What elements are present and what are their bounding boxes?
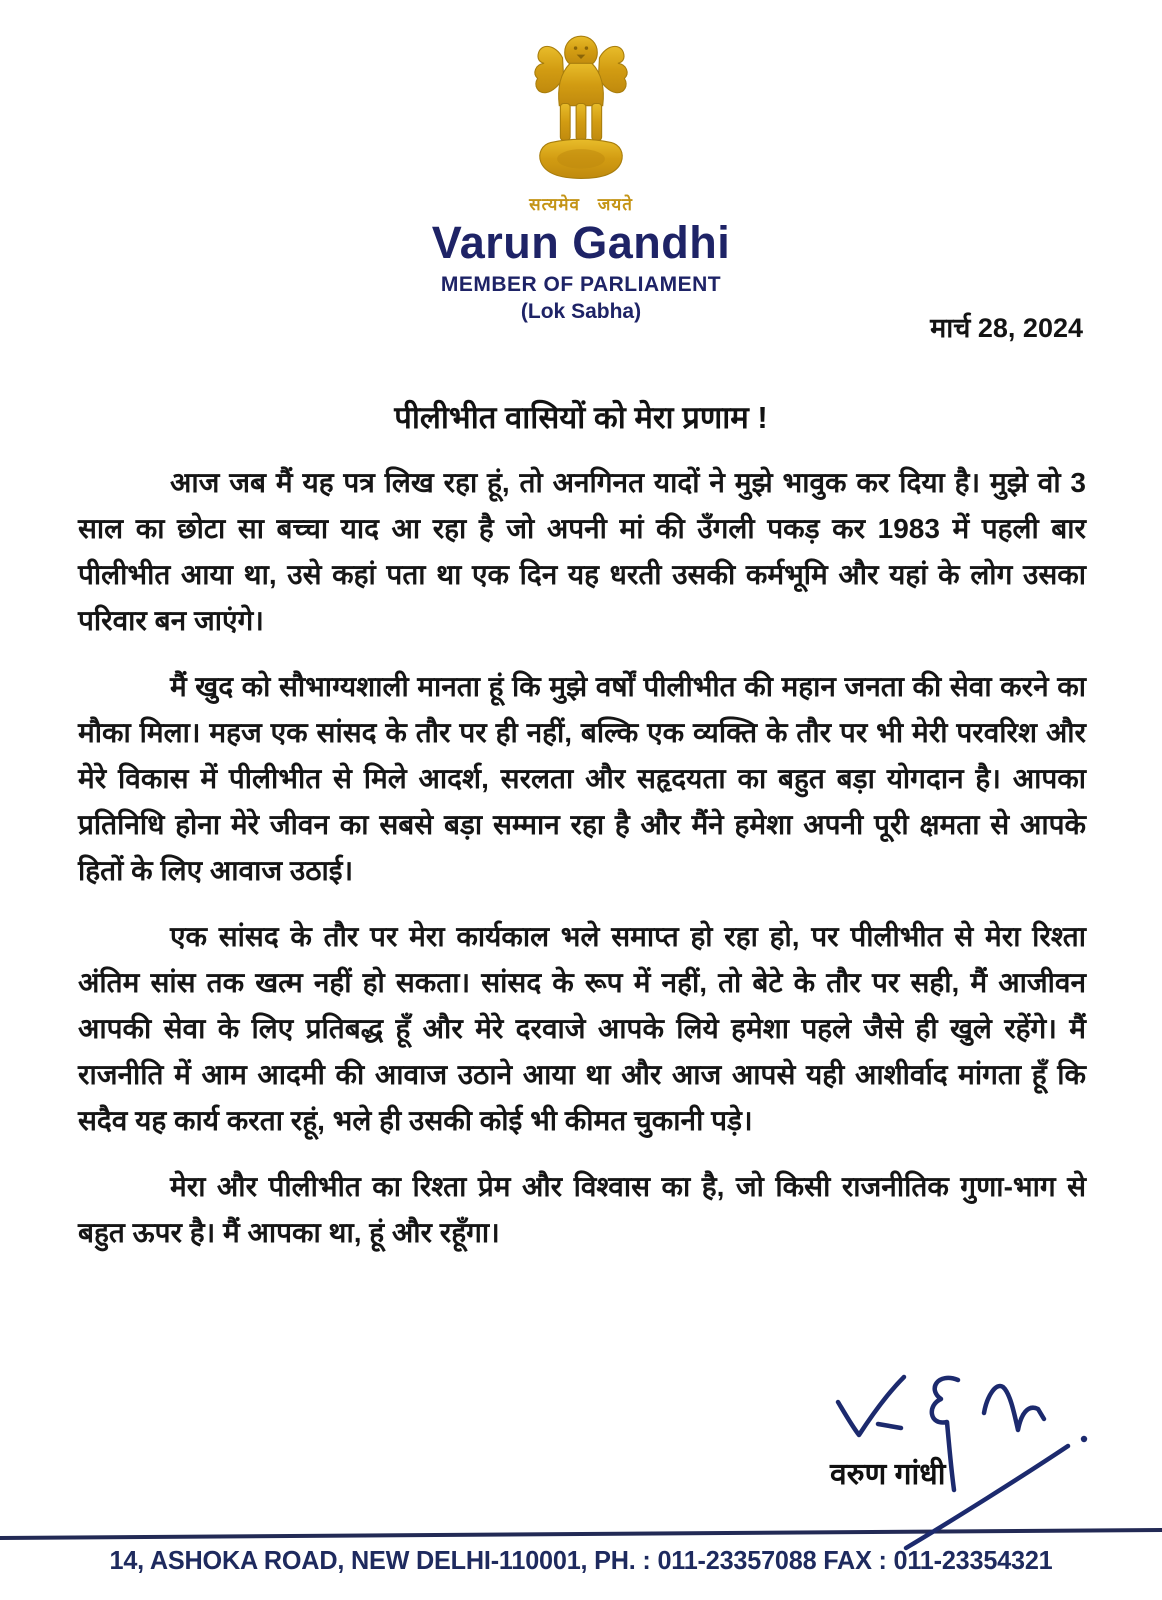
letterhead [0, 34, 1162, 324]
letter-body [78, 460, 1086, 1276]
paragraph-3: एक सांसद के तौर पर मेरा कार्यकाल भले समाप्त हो रहा हो, पर पीलीभीत से मेरा रिश्ता अंतिम सांस तक खत्म नहीं हो सकता। सांसद के रूप में नहीं, तो बेटे के तौर पर सही, मैं आजीवन आपकी सेवा के लिए प्रतिबद्ध हूँ और मेरे दरवाजे आपके लिये हमेशा पहले जैसे ही खुले रहेंगे। मैं राजनीति में आम आदमी की आवाज उठाने आया था और आज आपसे यही आशीर्वाद मांगता हूँ कि सदैव यह कार्य करता रहूं, भले ही उसकी कोई भी कीमत चुकानी पड़े। [78, 921, 1086, 1136]
emblem-motto: सत्यमेव जयते [529, 195, 633, 214]
mp-name: Varun Gandhi [431, 217, 731, 268]
salutation: पीलीभीत वासियों को मेरा प्रणाम ! [394, 400, 768, 435]
paragraph-2: मैं खुद को सौभाग्यशाली मानता हूं कि मुझे वर्षों पीलीभीत की महान जनता की सेवा करने का मौका मिला। महज एक सांसद के तौर पर ही नहीं, बल्कि एक व्यक्ति के तौर पर भी मेरी परवरिश और मेरे विकास में पीलीभीत से मिले आदर्श, सरलता और सहृदयता का बहुत बड़ा योगदान है। आपका प्रतिनिधि होना मेरे जीवन का सबसे बड़ा सम्मान रहा है और मैंने हमेशा अपनी पूरी क्षमता से आपके हितों के लिए आवाज उठाई। [78, 671, 1086, 886]
ashoka-emblem-icon [525, 34, 637, 186]
mp-house: (Lok Sabha) [520, 300, 642, 323]
signature-printed-name: वरुण गांधी [830, 1458, 946, 1491]
signature-scrawl-icon [788, 1338, 1108, 1563]
footer-address: 14, ASHOKA ROAD, NEW DELHI-110001, PH. : 011-23357088 FAX : 011-23354321 [109, 1545, 1053, 1575]
paragraph-1: आज जब मैं यह पत्र लिख रहा हूं, तो अनगिनत यादों ने मुझे भावुक कर दिया है। मुझे वो 3 साल का छोटा सा बच्चा याद आ रहा है जो अपनी मां की उँगली पकड़ कर 1983 में पहली बार पीलीभीत आया था, उसे कहां पता था एक दिन यह धरती उसकी कर्मभूमि और यहां के लोग उसका परिवार बन जाएंगे। [78, 467, 1086, 636]
paragraph-4: मेरा और पीलीभीत का रिश्ता प्रेम और विश्वास का है, जो किसी राजनीतिक गुणा-भाग से बहुत ऊपर है। मैं आपका था, हूं और रहूँगा। [78, 1171, 1086, 1248]
mp-role: MEMBER OF PARLIAMENT [440, 273, 722, 296]
letter-date: मार्च 28, 2024 [930, 313, 1083, 343]
